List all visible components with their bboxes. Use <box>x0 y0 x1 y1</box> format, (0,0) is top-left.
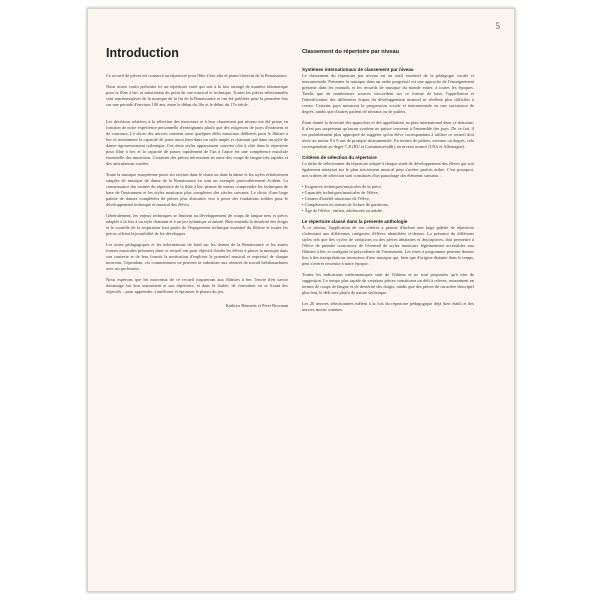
subsection-heading: Critères de sélection du répertoire <box>302 155 377 160</box>
left-column <box>106 46 288 308</box>
page-number: 5 <box>495 21 500 31</box>
criteria-list <box>302 184 474 214</box>
list-item: • Compétences en termes de lecture de partitions, <box>302 202 389 207</box>
list-item: • Âge de l'élève : enfant, adolescent ou adulte. <box>302 208 384 213</box>
page-title: Introduction <box>106 46 179 60</box>
paragraph: Les décisions relatives à la sélection des morceaux et à leur classement par niveau ont été prises en fonction de notre expérience personnelle d'enseignants plutôt que des exigences de jurys d'examens et de concours. Le choix des œuvres contient aussi quelques défis musicaux délibérés pour le flûtiste à bec et notamment la capacité de jouer aussi bien dans un style ample et chantant que dans un style de danse rigoureusement rythmique. Ces deux styles apparaissent souvent côte à côte dans le répertoire pour flûte à bec et la capacité de passer rapidement de l'un à l'autre est une compétence musicale essentielle des musiciens. Certaines des pièces nécessitent en outre des coups de langue très rapides et des articulations variées. <box>106 119 288 166</box>
list-item: • Capacités techniques/musicales de l'élève, <box>302 190 379 195</box>
paragraph: Étant donné la diversité des approches et des appellations au plan international dans ce domaine, il n'est pas surprenant qu'aucun système ne puisse convenir à l'ensemble des pays. De ce fait, il est probablement plus approprié de suggérer qu'un élève correspondant à utiliser ce recueil doit avoir au moins 8 à 9 ans de pratique instrumentale. En termes de paliers, niveaux ou degrés, cela correspondrait au degré 7–8 (RU et Commonwealth), au niveau avancé (USA et Allemagne). <box>302 120 474 149</box>
paragraph: La tâche de sélectionner du répertoire adapté à chaque stade de développement des élèves qui soit également attrayant sur le plan strictement musical peut s'avérer parfois ardue. C'est pourquoi, nos critères de sélection sont constitués d'un panachage des éléments suivants : <box>302 161 474 178</box>
paragraph: Nous espérons que les morceaux de ce recueil inspireront aux flûtistes à bec l'envie d'en savoir davantage sur leur instrument et son répertoire, et dans la foulée, de s'entraîner en se fixant des objectifs – pour apprendre, s'améliorer et éprouver le plaisir du jeu. <box>106 277 288 294</box>
author-signature: Kathryn Bennetts et Peter Bowman <box>225 303 288 308</box>
subsection-heading: Le répertoire classé dans la présente anthologie <box>302 219 408 224</box>
subsection-heading: Systèmes internationaux de classement par niveau <box>302 67 414 72</box>
section-title: Classement du répertoire par niveau <box>302 49 399 55</box>
list-item: • Centres d'intérêt musicaux de l'élève, <box>302 196 370 201</box>
paragraph: À ce niveau, l'application de ces critères a permis d'inclure une large palette de répertoire s'adressant aux différentes catégories d'élèves identifiées ci-dessus. La présence de différents styles tels que des cycles de variations ou des pièces abstraites et descriptives, doit permettre à l'élève de prendre conscience de l'éventail de styles musicaux légitimement accessibles aux flûtistes à bec et souligner la polyvalence de l'instrument. Les titres à programme peuvent donner lieu à des interprétations inventives d'une musique qui, bien que d'origine distante dans le temps, peut s'avérer ressentie à notre époque. <box>302 225 474 266</box>
book-page <box>87 8 515 592</box>
right-column <box>302 49 474 318</box>
list-item: • Exigences techniques/musicales de la pièce, <box>302 184 383 189</box>
paragraph: Nous avons voulu présenter ici un répertoire varié qui soit à la fois arrangé de manière idiomatique pour la flûte à bec et satisfaisant du point de vue musical et technique. Toutes les pièces sélectionnées sont représentatives de la musique de la fin de la Renaissance et ont été publiées pour la première fois sur une période d'environ 100 ans, entre le début du 16e et le début du 17e siècle. <box>106 84 288 107</box>
paragraph: Toutes les indications métronomiques sont de l'éditeur et ne sont proposées qu'à titre de suggestion. Le tempo plus rapide de certaines pièces constituera un défi à relever, notamment en termes de coups de langue et de dextérité des doigts, tandis que des pièces de caractère descriptif plus lent, le défi sera plutôt de nature stylistique. <box>302 272 474 295</box>
paragraph: Le classement du répertoire par niveau est un outil essentiel de la pédagogie vocale et instrumentale. Présenter la musique dans un ordre progressif est une approche de l'enseignement présente dans les manuels et les recueils de musique du monde entier, à toutes les époques. Tandis que de nombreuses sources s'accordent sur ce format de base, l'appellation et l'identification des différentes étapes du développement musical se révèlent plus difficiles à cerner. Certains pays mesurent la progression vocale et instrumentale en une succession de degrés, tandis que d'autres parlent de niveaux ou de paliers. <box>302 73 474 114</box>
paragraph: Les notes pédagogiques et les informations de fond sur les danses de la Renaissance et les autres formes musicales présentes dans ce recueil ont pour objectif d'aider les élèves à placer la musique dans son contexte et de leur fournir la motivation d'explorer le potentiel musical et expressif de chaque morceau. Cependant, ces commentaires ne peuvent se substituer aux séances de travail hebdomadaires avec un professeur. <box>106 242 288 271</box>
paragraph: Ce recueil de pièces est consacré au répertoire pour flûte à bec alto et piano/clavecin de la Renaissance. <box>106 73 288 78</box>
paragraph: Généralement, les enjeux techniques se limitent au développement de coups de langue nets et précis adaptés à la fois à un style chantant et à un jeu rythmique et animé. Bien entendu la dextérité des doigts et le contrôle de la respiration font partie de l'équipement technique essentiel du flûtiste et toutes les pièces offrent la possibilité de les développer. <box>106 213 288 236</box>
paragraph: Les 20 œuvres sélectionnées mêlent à la fois du répertoire pédagogique déjà bien établi et des œuvres moins connues. <box>302 301 474 312</box>
paragraph: Toute la musique européenne puise ses racines dans le chant ou dans la danse et les styles relativement simples de musique de danse de la Renaissance en sont un exemple particulièrement évident. La connaissance des racines du répertoire de la flûte à bec permet de mieux comprendre les techniques de base de l'instrument et les styles musicaux plus complexes des siècles suivants. Le choix d'une large palette de danses complétées de pièces plus abstraites vise à poser des fondations solides pour le développement technique et musical des élèves. <box>106 172 288 207</box>
